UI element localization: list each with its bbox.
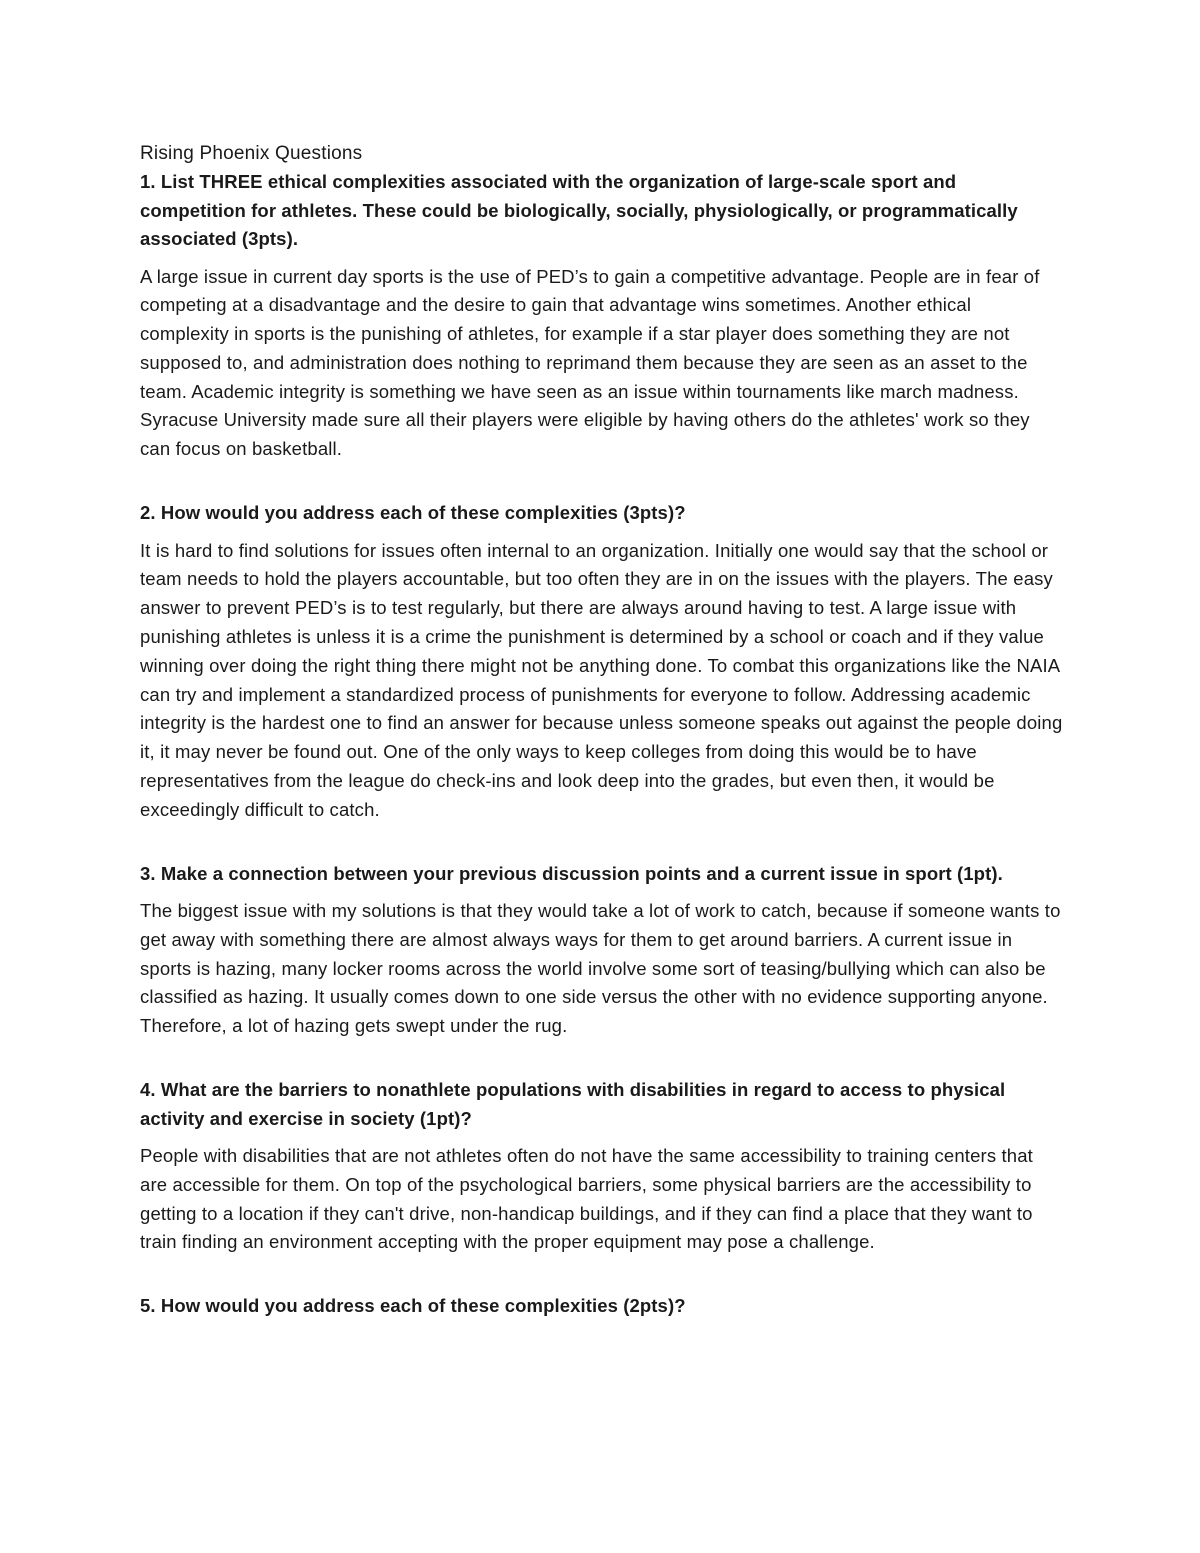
document-title: Rising Phoenix Questions (140, 143, 363, 164)
answer-1: A large issue in current day sports is the use of PED’s to gain a competitive advantage. People are in fear of competing at a disadvantage and the desire to gain that advantage wins sometimes. Another ethical complexity in sports is the punishing of athletes, for example if a star player does something they are not supposed to, and administration does nothing to reprimand them because they are seen as an asset to the team. Academic integrity is something we have seen as an issue within tournaments like march madness. Syracuse University made sure all their players were eligible by having others do the athletes' work so they can focus on basketball. (140, 265, 1040, 460)
spacer (140, 1257, 1065, 1292)
spacer (140, 464, 1065, 499)
question-4: 4. What are the barriers to nonathlete populations with disabilities in regard to access to physical activity and exercise in society (1pt)? (140, 1079, 1006, 1129)
question-3: 3. Make a connection between your previous discussion points and a current issue in sport (1pt). (140, 862, 1003, 884)
question-5: 5. How would you address each of these complexities (2pts)? (140, 1295, 686, 1317)
document-page (140, 140, 1065, 1321)
answer-3: The biggest issue with my solutions is that they would take a lot of work to catch, because if someone wants to get away with something there are almost always ways for them to get around barriers. A current issue in sports is hazing, many locker rooms across the world involve some sort of teasing/bullying which can also be classified as hazing. It usually comes down to one side versus the other with no evidence supporting anyone. Therefore, a lot of hazing gets swept under the rug. (140, 900, 1061, 1037)
answer-2: It is hard to find solutions for issues often internal to an organization. Initially one would say that the school or team needs to hold the players accountable, but too often they are in on the issues with the players. The easy answer to prevent PED’s is to test regularly, but there are always around having to test. A large issue with punishing athletes is unless it is a crime the punishment is determined by a school or coach and if they value winning over doing the right thing there might not be anything done. To combat this organizations like the NAIA can try and implement a standardized process of punishments for everyone to follow. Addressing academic integrity is the hardest one to find an answer for because unless someone speaks out against the people doing it, it may never be found out. One of the only ways to keep colleges from doing this would be to have representatives from the league do check-ins and look deep into the grades, but even then, it would be exceedingly difficult to catch. (140, 539, 1063, 820)
spacer (140, 1041, 1065, 1076)
spacer (140, 825, 1065, 860)
answer-4: People with disabilities that are not athletes often do not have the same accessibility to training centers that are accessible for them. On top of the psychological barriers, some physical barriers are the accessibility to getting to a location if they can't drive, non-handicap buildings, and if they can find a place that they want to train finding an environment accepting with the proper equipment may pose a challenge. (140, 1145, 1033, 1253)
question-1: 1. List THREE ethical complexities associated with the organization of large-scale sport and competition for athletes. These could be biologically, socially, physiologically, or programmatically associated (3pts). (140, 171, 1018, 249)
question-2: 2. How would you address each of these complexities (3pts)? (140, 502, 686, 524)
